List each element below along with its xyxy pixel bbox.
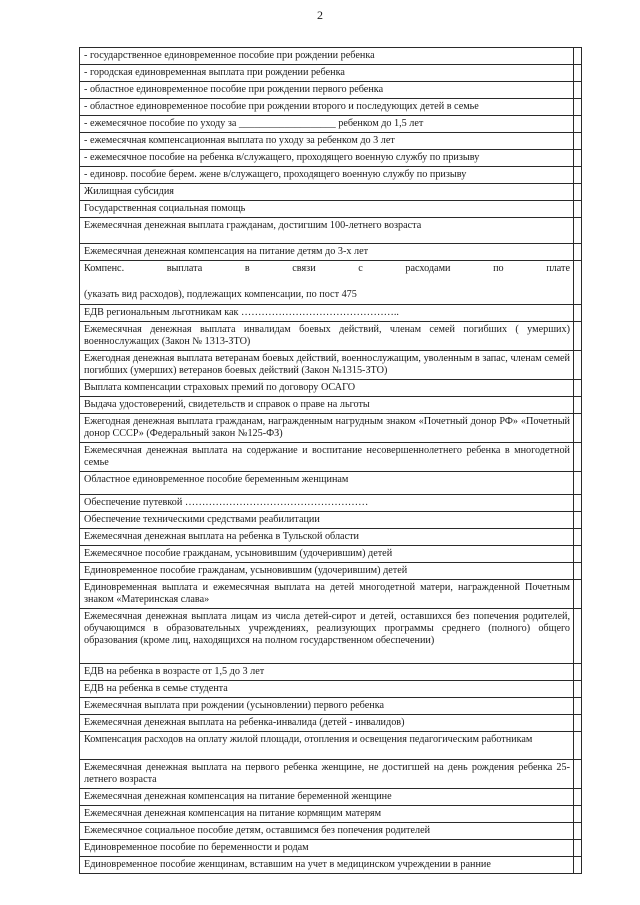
row-blank-cell — [574, 681, 582, 698]
row-blank-cell — [574, 840, 582, 857]
row-blank-cell — [574, 806, 582, 823]
row-text-cell — [80, 397, 574, 414]
row-blank-cell — [574, 167, 582, 184]
row-text: Ежемесячная денежная выплата на содержание и воспитание несовершеннолетнего ребенка в многодетной семье — [84, 445, 570, 468]
row-text: Государственная социальная помощь — [84, 203, 246, 214]
row-blank-cell — [574, 789, 582, 806]
table-row — [80, 546, 582, 563]
row-text-cell — [80, 48, 574, 65]
row-text-cell — [80, 512, 574, 529]
table-row — [80, 351, 582, 380]
row-text: Выплата компенсации страховых премий по договору ОСАГО — [84, 382, 356, 393]
row-blank-cell — [574, 760, 582, 789]
row-blank-cell — [574, 546, 582, 563]
row-text: Обеспечение техническими средствами реабилитации — [84, 514, 320, 525]
table-row — [80, 150, 582, 167]
row-blank-cell — [574, 472, 582, 495]
row-text-cell — [80, 698, 574, 715]
row-text-cell — [80, 133, 574, 150]
row-text-cell — [80, 664, 574, 681]
row-blank-cell — [574, 397, 582, 414]
table-row — [80, 664, 582, 681]
row-text: - городская единовременная выплата при рождении ребенка — [84, 67, 345, 78]
table-row — [80, 414, 582, 443]
table-row — [80, 732, 582, 760]
table-row — [80, 201, 582, 218]
row-text: - ежемесячное пособие на ребенка в/служащего, проходящего военную службу по призыву — [84, 152, 480, 163]
row-text-cell — [80, 806, 574, 823]
table-row — [80, 681, 582, 698]
table-row — [80, 580, 582, 609]
benefits-table — [79, 47, 582, 874]
row-text-cell — [80, 82, 574, 99]
table-row — [80, 823, 582, 840]
row-text: Компенсация расходов на оплату жилой площади, отопления и освещения педагогическим работникам — [84, 734, 533, 745]
row-blank-cell — [574, 82, 582, 99]
row-text-cell — [80, 580, 574, 609]
row-text-cell — [80, 563, 574, 580]
row-text: Ежемесячная денежная выплата на ребенка-инвалида (детей - инвалидов) — [84, 717, 405, 728]
row-text-cell — [80, 495, 574, 512]
table-row — [80, 698, 582, 715]
row-text: Ежегодная денежная выплата гражданам, награжденным нагрудным знаком «Почетный донор РФ» «Почетный донор СССР» (Федеральный закон №125-ФЗ) — [84, 416, 570, 439]
row-text-cell — [80, 184, 574, 201]
row-text-cell — [80, 244, 574, 261]
table-row — [80, 715, 582, 732]
row-text-cell — [80, 150, 574, 167]
row-text-cell — [80, 857, 574, 874]
row-blank-cell — [574, 664, 582, 681]
row-text: Единовременное пособие женщинам, вставшим на учет в медицинском учреждении в ранние — [84, 859, 491, 870]
row-text-cell — [80, 681, 574, 698]
table-row — [80, 305, 582, 322]
row-text: Ежемесячная денежная компенсация на питание кормящим матерям — [84, 808, 382, 819]
row-text-cell — [80, 305, 574, 322]
table-row — [80, 563, 582, 580]
row-text: - областное единовременное пособие при рождении первого ребенка — [84, 84, 384, 95]
table-row — [80, 495, 582, 512]
row-blank-cell — [574, 823, 582, 840]
table-row — [80, 760, 582, 789]
row-blank-cell — [574, 512, 582, 529]
row-blank-cell — [574, 414, 582, 443]
row-blank-cell — [574, 218, 582, 244]
row-blank-cell — [574, 380, 582, 397]
row-blank-cell — [574, 443, 582, 472]
table-row — [80, 167, 582, 184]
table-row — [80, 65, 582, 82]
row-blank-cell — [574, 48, 582, 65]
benefits-table-body — [80, 48, 582, 874]
table-row — [80, 472, 582, 495]
row-blank-cell — [574, 563, 582, 580]
row-text-cell — [80, 789, 574, 806]
page-number: 2 — [317, 8, 323, 22]
row-text: ЕДВ региональным льготникам как ……………………………………….. — [84, 307, 399, 318]
row-text: Обеспечение путевкой ……………………………………………… — [84, 497, 369, 508]
row-text: - государственное единовременное пособие при рождении ребенка — [84, 50, 375, 61]
table-row — [80, 48, 582, 65]
row-text-cell — [80, 529, 574, 546]
row-blank-cell — [574, 133, 582, 150]
row-blank-cell — [574, 201, 582, 218]
row-text-cell — [80, 261, 574, 305]
row-text-cell — [80, 732, 574, 760]
row-blank-cell — [574, 184, 582, 201]
row-text: Ежемесячная денежная выплата на первого ребенка женщине, не достигшей на день рождения ребенка 25-летнего возраста — [84, 762, 570, 785]
row-text: Ежемесячная денежная выплата гражданам, достигшим 100-летнего возраста — [84, 220, 422, 231]
row-blank-cell — [574, 609, 582, 664]
row-text: Единовременное пособие гражданам, усыновившим (удочерившим) детей — [84, 565, 408, 576]
row-blank-cell — [574, 495, 582, 512]
row-text: Ежемесячная денежная компенсация на питание беременной женщине — [84, 791, 392, 802]
row-text: - ежемесячная компенсационная выплата по уходу за ребенком до 3 лет — [84, 135, 395, 146]
row-text-cell — [80, 65, 574, 82]
row-blank-cell — [574, 305, 582, 322]
table-row — [80, 789, 582, 806]
row-blank-cell — [574, 65, 582, 82]
row-blank-cell — [574, 99, 582, 116]
row-text: ЕДВ на ребенка в семье студента — [84, 683, 228, 694]
row-blank-cell — [574, 715, 582, 732]
row-text-cell — [80, 823, 574, 840]
table-row — [80, 244, 582, 261]
table-row — [80, 857, 582, 874]
table-row — [80, 218, 582, 244]
row-blank-cell — [574, 529, 582, 546]
table-row — [80, 322, 582, 351]
row-text: Ежемесячная денежная компенсация на питание детям до 3-х лет — [84, 246, 369, 257]
row-text-cell — [80, 322, 574, 351]
row-text: Жилищная субсидия — [84, 186, 174, 197]
row-text-cell — [80, 167, 574, 184]
table-row — [80, 261, 582, 305]
row-text-cell — [80, 351, 574, 380]
table-row — [80, 99, 582, 116]
row-text-cell — [80, 443, 574, 472]
row-text-cell — [80, 116, 574, 133]
row-text: - областное единовременное пособие при рождении второго и последующих детей в семье — [84, 101, 479, 112]
row-text-cell — [80, 414, 574, 443]
row-text: - ежемесячное пособие по уходу за ___________________ ребенком до 1,5 лет — [84, 118, 424, 129]
table-row — [80, 184, 582, 201]
row-blank-cell — [574, 116, 582, 133]
row-text: Ежемесячное пособие гражданам, усыновившим (удочерившим) детей — [84, 548, 393, 559]
row-text: ЕДВ на ребенка в возрасте от 1,5 до 3 лет — [84, 666, 265, 677]
row-text-cell — [80, 201, 574, 218]
row-blank-cell — [574, 732, 582, 760]
row-text-cell — [80, 840, 574, 857]
row-blank-cell — [574, 261, 582, 305]
row-text: Единовременное пособие по беременности и родам — [84, 842, 309, 853]
table-row — [80, 380, 582, 397]
row-blank-cell — [574, 857, 582, 874]
row-text: Ежемесячная денежная выплата инвалидам боевых действий, членам семей погибших ( умерших) военнослужащих (Закон № 1313-ЗТО) — [84, 324, 570, 347]
table-row — [80, 529, 582, 546]
table-row — [80, 840, 582, 857]
row-text-cell — [80, 472, 574, 495]
row-text: Единовременная выплата и ежемесячная выплата на детей многодетной матери, награжденной Почетным знаком «Материнская слава» — [84, 582, 570, 605]
row-text: Ежемесячная денежная выплата на ребенка в Тульской области — [84, 531, 359, 542]
row-text-cell — [80, 218, 574, 244]
row-blank-cell — [574, 698, 582, 715]
row-text-cell — [80, 609, 574, 664]
row-text-cell — [80, 760, 574, 789]
table-row — [80, 609, 582, 664]
row-text: Ежемесячная выплата при рождении (усыновлении) первого ребенка — [84, 700, 385, 711]
table-row — [80, 806, 582, 823]
row-blank-cell — [574, 580, 582, 609]
table-row — [80, 443, 582, 472]
row-blank-cell — [574, 244, 582, 261]
row-text-cell — [80, 546, 574, 563]
row-blank-cell — [574, 322, 582, 351]
row-text-cell — [80, 715, 574, 732]
row-blank-cell — [574, 351, 582, 380]
table-row — [80, 512, 582, 529]
table-row — [80, 133, 582, 150]
row-text: - единовр. пособие берем. жене в/служащего, проходящего военную службу по призыву — [84, 169, 467, 180]
row-text: Ежемесячная денежная выплата лицам из числа детей-сирот и детей, оставшихся без попечения родителей, обучающимся в образовательных учреждениях, реализующих программы среднего (полного) общего образования (кроме лиц, находящихся на полном государственном обеспечении) — [84, 611, 570, 646]
row-text-line2: (указать вид расходов), подлежащих компенсации, по пост 475 — [84, 289, 357, 300]
row-text: Выдача удостоверений, свидетельств и справок о праве на льготы — [84, 399, 370, 410]
row-text: Областное единовременное пособие беременным женщинам — [84, 474, 349, 485]
table-row — [80, 397, 582, 414]
row-text: Ежемесячное социальное пособие детям, оставшимся без попечения родителей — [84, 825, 431, 836]
row-text-cell — [80, 99, 574, 116]
row-blank-cell — [574, 150, 582, 167]
table-row — [80, 82, 582, 99]
table-row — [80, 116, 582, 133]
row-text: Ежегодная денежная выплата ветеранам боевых действий, военнослужащим, уволенным в запас, членам семей погибших (умерших) ветеранов боевых действий (Закон №1315-ЗТО) — [84, 353, 570, 376]
row-text-cell — [80, 380, 574, 397]
row-text-line1: Компенс. выплата в связи с расходами по плате — [84, 263, 570, 274]
